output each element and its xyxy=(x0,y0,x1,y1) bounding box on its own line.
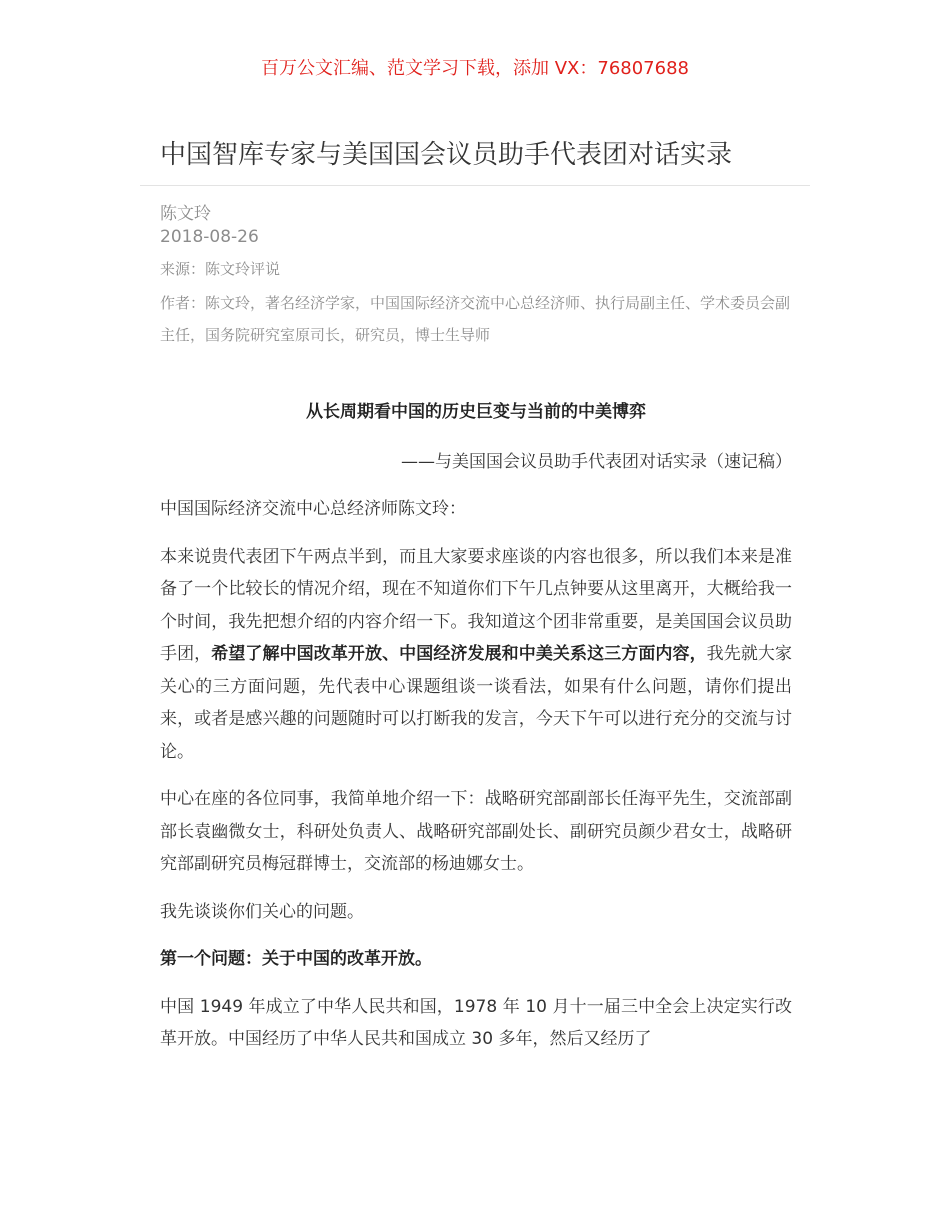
paragraph-history: 中国 1949 年成立了中华人民共和国，1978 年 10 月十一届三中全会上决定实行改革开放。中国经历了中华人民共和国成立 30 多年，然后又经历了 xyxy=(160,996,792,1049)
question-heading: 第一个问题：关于中国的改革开放。 xyxy=(160,949,432,969)
paragraph-intro xyxy=(160,541,792,769)
section-subtitle: ——与美国国会议员助手代表团对话实录（速记稿） xyxy=(401,452,792,472)
paragraph-transition: 我先谈谈你们关心的问题。 xyxy=(160,901,364,922)
paragraph-intro-text-2: 我先就大家关心的三方面问题，先代表中心课题组谈一谈看法，如果有什么问题，请你们提出来，或者是感兴趣的问题随时可以打断我的发言，今天下午可以进行充分的交流与讨论。 xyxy=(160,644,793,762)
speaker-line: 中国国际经济交流中心总经济师陈文玲： xyxy=(160,499,466,519)
paragraph-intro-text-1: 本来说贵代表团下午两点半到，而且大家要求座谈的内容也很多，所以我们本来是准备了一个比较长的情况介绍，现在不知道你们下午几点钟要从这里离开，大概给我一个时间，我先把想介绍的内容介绍一下。我知道这个团非常重要，是美国国会议员助手团， xyxy=(160,546,792,664)
article-byline: 作者：陈文玲，著名经济学家，中国国际经济交流中心总经济师、执行局副主任、学术委员会副主任，国务院研究室原司长，研究员，博士生导师 xyxy=(160,294,791,344)
title-divider xyxy=(140,185,810,186)
article-date: 2018-08-26 xyxy=(160,227,259,247)
article-title: 中国智库专家与美国国会议员助手代表团对话实录 xyxy=(160,140,733,170)
promo-banner: 百万公文汇编、范文学习下载，添加 VX：76807688 xyxy=(261,58,689,79)
paragraph-intro-bold: 希望了解中国改革开放、中国经济发展和中美关系这三方面内容， xyxy=(211,644,707,664)
section-title: 从长周期看中国的历史巨变与当前的中美博弈 xyxy=(306,402,646,422)
paragraph-colleagues: 中心在座的各位同事，我简单地介绍一下：战略研究部副部长任海平先生，交流部副部长袁幽微女士，科研处负责人、战略研究部副处长、副研究员颜少君女士，战略研究部副研究员梅冠群博士，交流部的杨迪娜女士。 xyxy=(160,789,792,874)
article-body xyxy=(160,395,792,1071)
article-author: 陈文玲 xyxy=(160,204,211,224)
article-source: 来源：陈文玲评说 xyxy=(160,260,281,278)
